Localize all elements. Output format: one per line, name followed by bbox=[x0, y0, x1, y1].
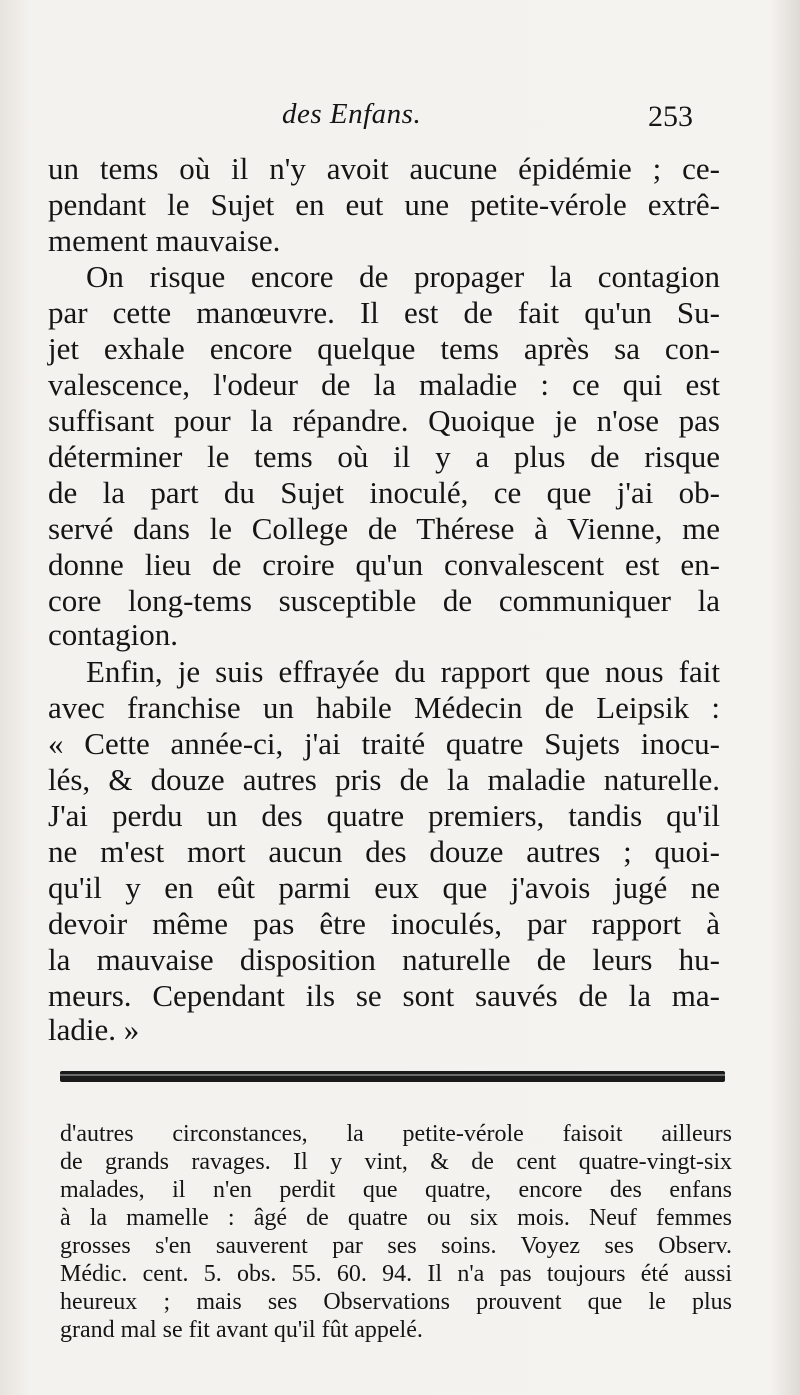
text-line: J'ai perdu un des quatre premiers, tandis qu'il bbox=[48, 798, 720, 833]
text-line: ne m'est mort aucun des douze autres ; quoi- bbox=[48, 834, 720, 869]
text-line: pendant le Sujet en eut une petite-vérole extrê- bbox=[48, 187, 720, 222]
page-number: 253 bbox=[648, 100, 693, 133]
text-line: core long-tems susceptible de communiquer la bbox=[48, 583, 720, 618]
text-line: « Cette année-ci, j'ai traité quatre Sujets inocu- bbox=[48, 726, 720, 761]
text-line: ladie. » bbox=[48, 1012, 140, 1047]
footnote-line: de grands ravages. Il y vint, & de cent quatre-vingt-six bbox=[60, 1149, 732, 1175]
text-line: devoir même pas être inoculés, par rapport à bbox=[48, 906, 720, 941]
text-line: la mauvaise disposition naturelle de leurs hu- bbox=[48, 942, 720, 977]
footnote-line: à la mamelle : âgé de quatre ou six mois. Neuf femmes bbox=[60, 1205, 732, 1231]
text-line: Enfin, je suis effrayée du rapport que nous fait bbox=[86, 654, 720, 689]
footnote-line: heureux ; mais ses Observations prouvent que le plus bbox=[60, 1289, 732, 1315]
text-line: de la part du Sujet inoculé, ce que j'ai ob- bbox=[48, 475, 720, 510]
text-line: valescence, l'odeur de la maladie : ce qui est bbox=[48, 367, 720, 402]
footnote-line: grosses s'en sauverent par ses soins. Voyez ses Observ. bbox=[60, 1233, 732, 1259]
text-line: qu'il y en eût parmi eux que j'avois jugé ne bbox=[48, 870, 720, 905]
footnote-line: malades, il n'en perdit que quatre, encore des enfans bbox=[60, 1177, 732, 1203]
text-line: contagion. bbox=[48, 617, 178, 652]
text-line: par cette manœuvre. Il est de fait qu'un Su- bbox=[48, 295, 720, 330]
text-line: lés, & douze autres pris de la maladie naturelle. bbox=[48, 762, 720, 797]
text-line: suffisant pour la répandre. Quoique je n'ose pas bbox=[48, 403, 720, 438]
text-line: jet exhale encore quelque tems après sa con- bbox=[48, 331, 720, 366]
text-line: avec franchise un habile Médecin de Leipsik : bbox=[48, 690, 720, 725]
text-line: donne lieu de croire qu'un convalescent est en- bbox=[48, 547, 720, 582]
text-line: déterminer le tems où il y a plus de risque bbox=[48, 439, 720, 474]
page-header bbox=[0, 98, 800, 148]
text-line: servé dans le College de Thérese à Vienne, me bbox=[48, 511, 720, 546]
footnote-rule bbox=[60, 1071, 725, 1082]
footnote-line: Médic. cent. 5. obs. 55. 60. 94. Il n'a pas toujours été aussi bbox=[60, 1261, 732, 1287]
text-line: meurs. Cependant ils se sont sauvés de la ma- bbox=[48, 978, 720, 1013]
footnote-line: d'autres circonstances, la petite-vérole faisoit ailleurs bbox=[60, 1121, 732, 1147]
text-line: On risque encore de propager la contagion bbox=[86, 259, 720, 294]
text-line: un tems où il n'y avoit aucune épidémie ; ce- bbox=[48, 151, 720, 186]
footnote-line: grand mal se fit avant qu'il fût appelé. bbox=[60, 1317, 423, 1343]
running-title: des Enfans. bbox=[282, 98, 422, 130]
text-line: mement mauvaise. bbox=[48, 223, 281, 258]
